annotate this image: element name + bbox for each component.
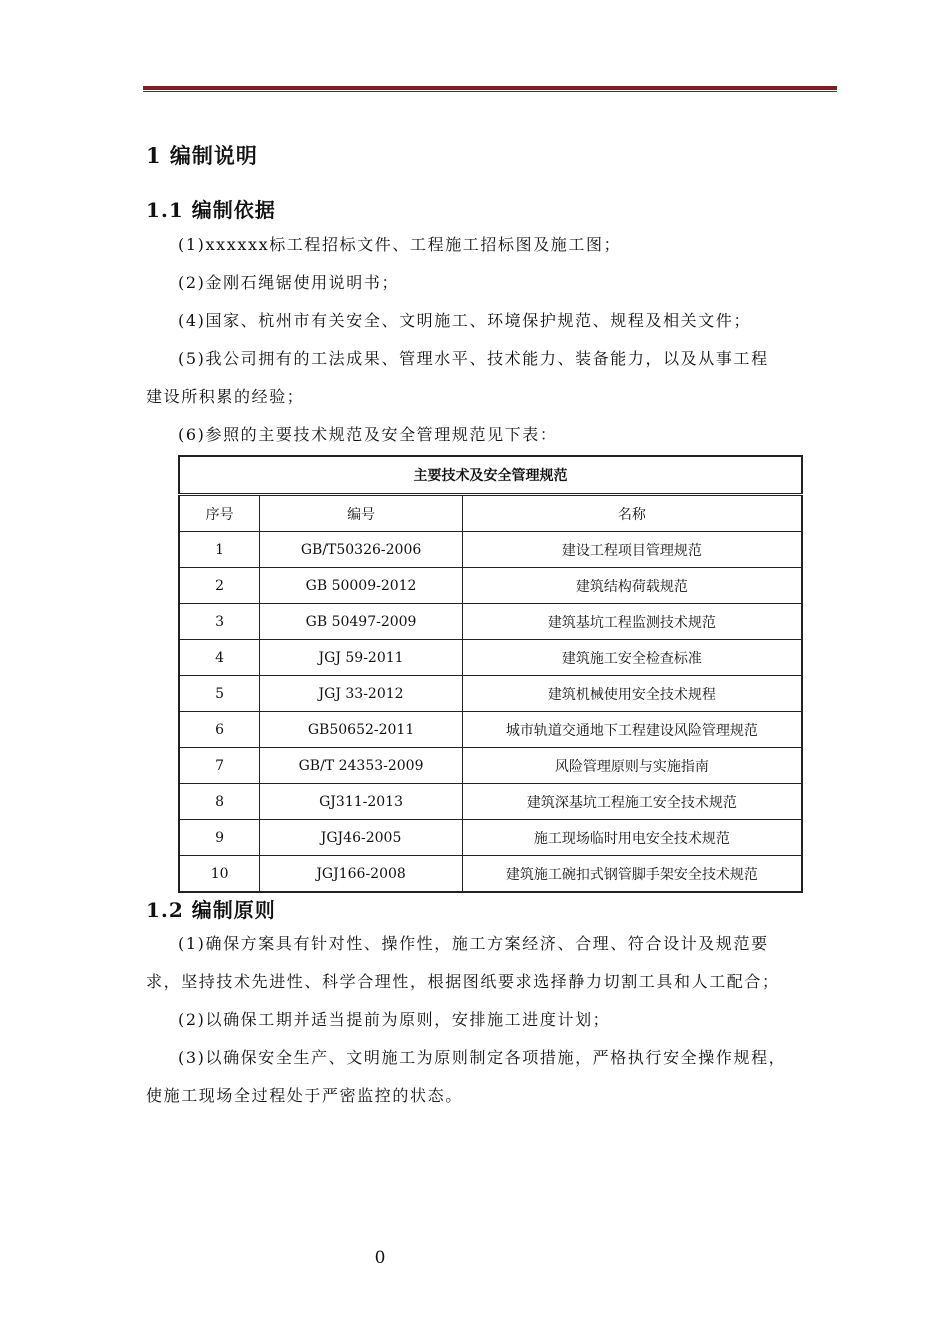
table-row xyxy=(179,676,802,712)
section-heading-principles: 1.2 编制原则 xyxy=(146,898,276,922)
cell-index: 2 xyxy=(179,568,260,604)
basis-item-2: (2)金刚石绳锯使用说明书； xyxy=(178,273,400,292)
cell-index: 9 xyxy=(179,820,260,856)
basis-item-5-cont: 建设所积累的经验； xyxy=(146,387,305,406)
cell-code: JGJ166-2008 xyxy=(260,856,463,893)
table-row xyxy=(179,784,802,820)
principle-item-1-cont: 求，坚持技术先进性、科学合理性，根据图纸要求选择静力切割工具和人工配合； xyxy=(146,972,780,991)
principle-item-3: (3)以确保安全生产、文明施工为原则制定各项措施，严格执行安全操作规程， xyxy=(178,1048,787,1067)
cell-index: 8 xyxy=(179,784,260,820)
cell-code: GB 50009-2012 xyxy=(260,568,463,604)
table-row xyxy=(179,640,802,676)
cell-code: JGJ 33-2012 xyxy=(260,676,463,712)
cell-index: 5 xyxy=(179,676,260,712)
basis-item-4: (4)国家、杭州市有关安全、文明施工、环境保护规范、规程及相关文件； xyxy=(178,311,752,330)
table-caption: 主要技术及安全管理规范 xyxy=(179,456,802,495)
cell-code: GB 50497-2009 xyxy=(260,604,463,640)
basis-item-1: (1)xxxxxx标工程招标文件、工程施工招标图及施工图； xyxy=(178,235,622,254)
cell-name: 建筑机械使用安全技术规程 xyxy=(462,676,802,712)
cell-code: GB/T50326-2006 xyxy=(260,532,463,568)
cell-code: GJ311-2013 xyxy=(260,784,463,820)
cell-index: 6 xyxy=(179,712,260,748)
spec-table xyxy=(178,455,803,893)
cell-index: 10 xyxy=(179,856,260,893)
chapter-heading: 1 编制说明 xyxy=(146,143,258,168)
cell-code: GB/T 24353-2009 xyxy=(260,748,463,784)
principle-item-3-cont: 使施工现场全过程处于严密监控的状态。 xyxy=(146,1086,463,1105)
table-row xyxy=(179,568,802,604)
principle-item-2: (2)以确保工期并适当提前为原则，安排施工进度计划； xyxy=(178,1010,611,1029)
cell-index: 4 xyxy=(179,640,260,676)
cell-name: 风险管理原则与实施指南 xyxy=(462,748,802,784)
basis-item-5: (5)我公司拥有的工法成果、管理水平、技术能力、装备能力，以及从事工程 xyxy=(178,349,769,368)
section-heading-basis: 1.1 编制依据 xyxy=(146,198,276,222)
principle-item-1: (1)确保方案具有针对性、操作性，施工方案经济、合理、符合设计及规范要 xyxy=(178,934,769,953)
cell-index: 7 xyxy=(179,748,260,784)
cell-name: 建筑结构荷载规范 xyxy=(462,568,802,604)
principles-list xyxy=(146,925,840,1115)
header-code: 编号 xyxy=(260,495,463,532)
table-row xyxy=(179,856,802,893)
header-index: 序号 xyxy=(179,495,260,532)
cell-name: 施工现场临时用电安全技术规范 xyxy=(462,820,802,856)
table-row xyxy=(179,712,802,748)
table-row xyxy=(179,604,802,640)
table-row xyxy=(179,532,802,568)
page-number: 0 xyxy=(374,1248,386,1268)
cell-index: 3 xyxy=(179,604,260,640)
cell-name: 建筑施工碗扣式钢管脚手架安全技术规范 xyxy=(462,856,802,893)
cell-name: 城市轨道交通地下工程建设风险管理规范 xyxy=(462,712,802,748)
header-rule xyxy=(143,86,837,92)
header-name: 名称 xyxy=(462,495,802,532)
table-row xyxy=(179,748,802,784)
cell-code: JGJ46-2005 xyxy=(260,820,463,856)
cell-name: 建筑施工安全检查标准 xyxy=(462,640,802,676)
basis-item-6: (6)参照的主要技术规范及安全管理规范见下表： xyxy=(178,425,558,444)
cell-name: 建筑基坑工程监测技术规范 xyxy=(462,604,802,640)
cell-index: 1 xyxy=(179,532,260,568)
cell-code: GB50652-2011 xyxy=(260,712,463,748)
table-row xyxy=(179,820,802,856)
cell-name: 建设工程项目管理规范 xyxy=(462,532,802,568)
cell-code: JGJ 59-2011 xyxy=(260,640,463,676)
cell-name: 建筑深基坑工程施工安全技术规范 xyxy=(462,784,802,820)
basis-list xyxy=(146,226,840,454)
